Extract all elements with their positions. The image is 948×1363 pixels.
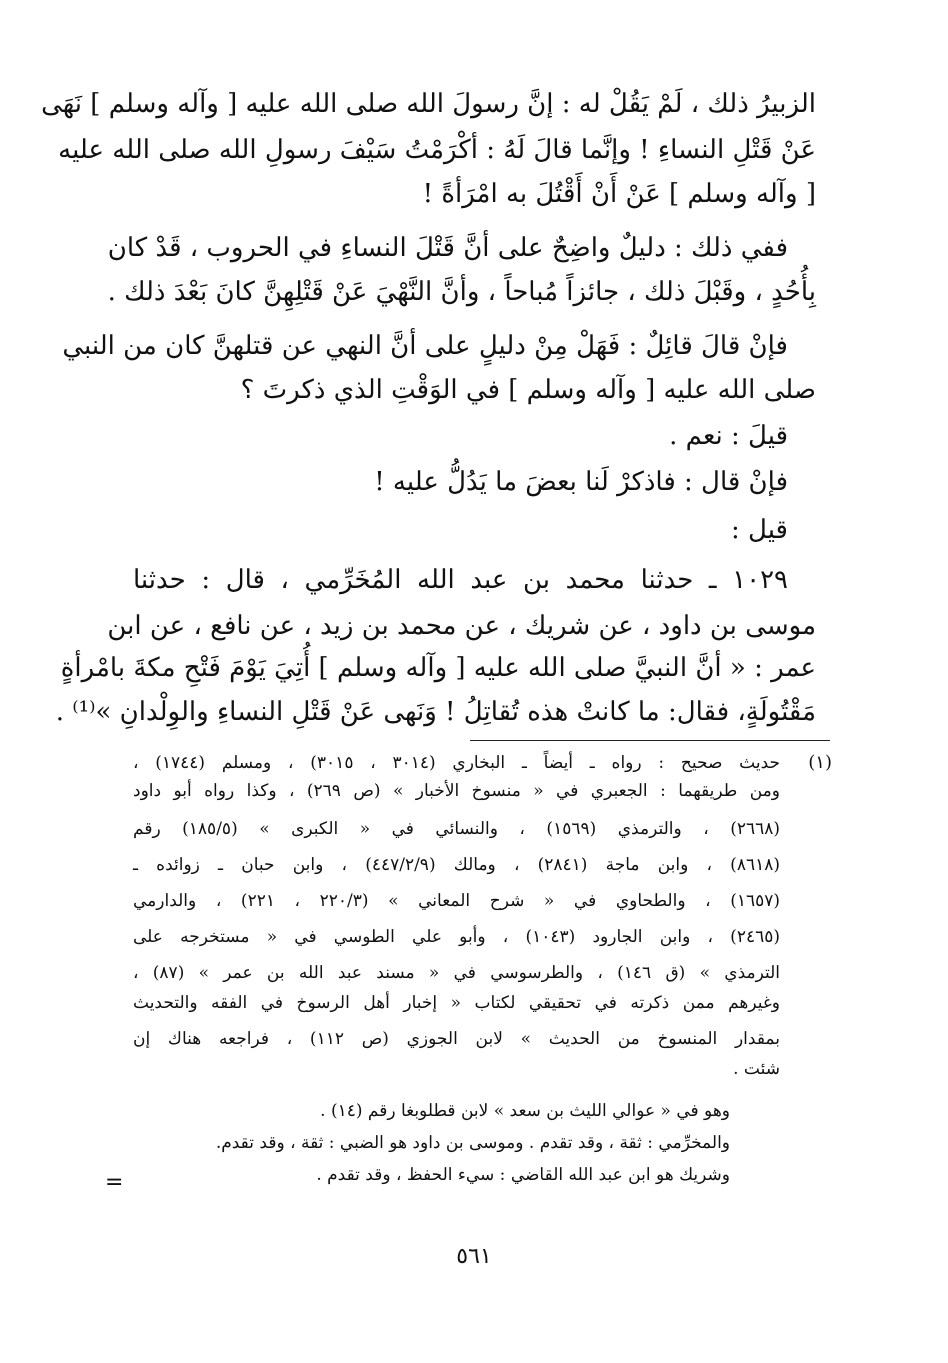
body-line: قيل : (731, 515, 788, 545)
footnote-line: حديث صحيح : رواه ـ أيضاً ـ البخاري (٣٠١٤ ، ٣٠١٥) ، ومسلم (١٧٤٤) ، (133, 753, 780, 773)
body-line: قيلَ : نعم . (669, 421, 788, 451)
body-line: فإنْ قالَ قائِلٌ : فَهَلْ مِنْ دليلٍ على أنَّ النهي عن قتلهنَّ كان من النبي (62, 331, 788, 361)
footnote-line: وغيرهم ممن ذكرته في تحقيقي لكتاب « إخبار أهل الرسوخ في الفقه والتحديث (133, 993, 780, 1013)
body-line: صلى الله عليه [ وآله وسلم ] في الوَقْتِ الذي ذكرتَ ؟ (240, 375, 816, 405)
body-line: بِأُحُدٍ ، وقَبْلَ ذلك ، جائزاً مُباحاً ، وأنَّ النَّهْيَ عَنْ قَتْلِهِنَّ كانَ بَعْدَ ذلك . (107, 277, 816, 307)
body-line: فإنْ قال : فاذكرْ لَنا بعضَ ما يَدُلُّ عليه ! (374, 467, 788, 497)
body-line: الزبيرُ ذلك ، لَمْ يَقُلْ له : إنَّ رسولَ الله صلى الله عليه [ وآله وسلم ] نَهَى (41, 89, 816, 119)
footnote-line: (١٦٥٧) ، والطحاوي في « شرح المعاني » (٢٢٠/٣ ، ٢٢١) ، والدارمي (133, 891, 781, 911)
body-line: مَقْتُولَةٍ، فقال: ما كانتْ هذه تُقاتِلُ ! وَنَهى عَنْ قَتْلِ النساءِ والوِلْدانِ »⁽¹⁾ . (55, 697, 816, 727)
footnote-marker: (١) (808, 752, 832, 773)
body-line: ١٠٢٩ ـ حدثنا محمد بن عبد الله المُخَرِّمي ، قال : حدثنا (133, 565, 788, 595)
footnote-line: (٨٦١٨) ، وابن ماجة (٢٨٤١) ، ومالك (٤٤٧/٢/٩) ، وابن حبان ـ زوائده ـ (133, 855, 780, 875)
body-line: موسى بن داود ، عن شريك ، عن محمد بن زيد ، عن نافع ، عن ابن (107, 611, 816, 641)
footnote-line: بمقدار المنسوخ من الحديث » لابن الجوزي (ص ١١٢) ، فراجعه هناك إن (133, 1029, 780, 1049)
footnote-line: وهو في « عوالي الليث بن سعد » لابن قطلوبغا رقم (١٤) . (320, 1101, 730, 1121)
footnote-line: (٢٤٦٥) ، وابن الجارود (١٠٤٣) ، وأبو علي الطوسي في « مستخرجه على (133, 927, 780, 947)
footnote-separator (470, 740, 830, 741)
footnote-line: الترمذي » (ق ١٤٦) ، والطرسوسي في « مسند عبد الله بن عمر » (٨٧) ، (133, 963, 781, 983)
footnote-line: والمخرِّمي : ثقة ، وقد تقدم . وموسى بن داود هو الضبي : ثقة ، وقد تقدم. (215, 1133, 730, 1153)
footnote-line: (٢٦٦٨) ، والترمذي (١٥٦٩) ، والنسائي في « الكبرى » (١٨٥/٥) رقم (133, 819, 780, 839)
body-line: عمر : « أنَّ النبيَّ صلى الله عليه [ وآله وسلم ] أُتِيَ يَوْمَ فَتْحِ مكةَ بامْرأةٍ (60, 653, 816, 683)
body-line: عَنْ قَتْلِ النساءِ ! وإنَّما قالَ لَهُ : أكْرَمْتُ سَيْفَ رسولِ الله صلى الله عليه (58, 135, 816, 165)
body-line: ففي ذلك : دليلٌ واضِحٌ على أنَّ قَتْلَ النساءِ في الحروب ، قَدْ كان (107, 233, 788, 263)
page-number: ٥٦١ (456, 1244, 492, 1269)
footnote-line: شئت . (733, 1059, 780, 1079)
body-line: [ وآله وسلم ] عَنْ أَنْ أَقْتُلَ به امْرَأةً ! (422, 179, 816, 209)
continuation-mark: = (105, 1170, 124, 1195)
footnote-line: ومن طريقهما : الجعبري في « منسوخ الأخبار » (ص ٢٦٩) ، وكذا رواه أبو داود (133, 781, 780, 801)
footnote-line: وشريك هو ابن عبد الله القاضي : سيء الحفظ ، وقد تقدم . (316, 1165, 730, 1185)
